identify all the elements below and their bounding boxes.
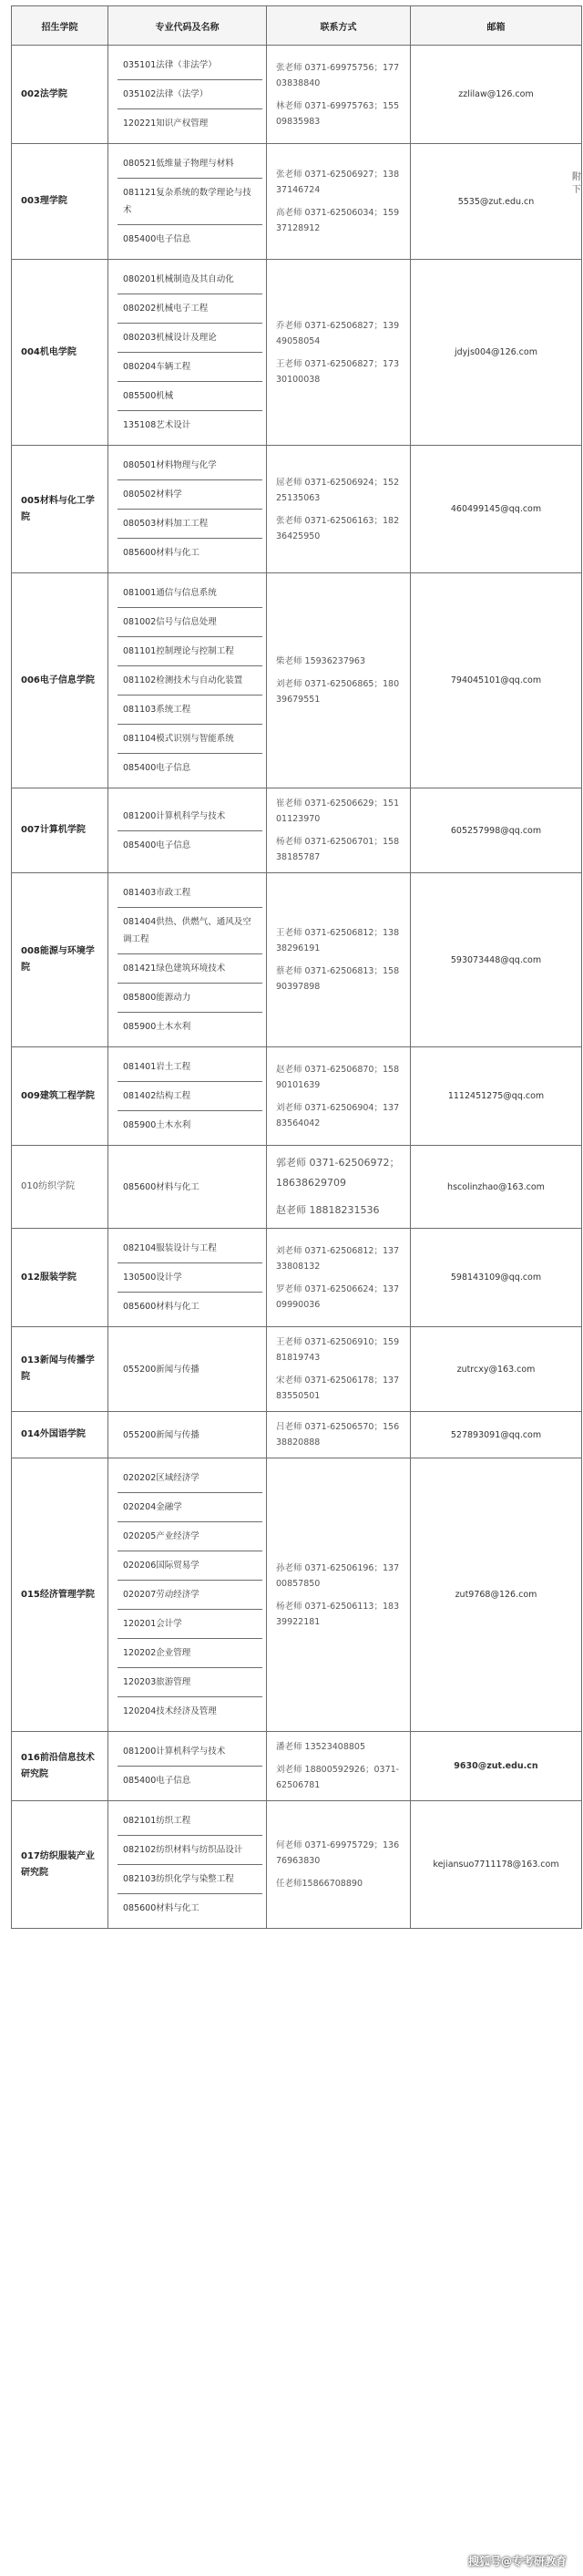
school-name: 002法学院 (12, 46, 108, 144)
major-item: 085600材料与化工 (123, 548, 199, 558)
major-item: 080501材料物理与化学 (118, 451, 262, 480)
email-address: 794045101@qq.com (411, 573, 582, 788)
major-item: 020206国际贸易学 (118, 1551, 262, 1581)
school-name: 010纺织学院 (12, 1146, 108, 1229)
school-name: 009建筑工程学院 (12, 1047, 108, 1146)
major-item: 020205产业经济学 (118, 1522, 262, 1551)
contact-entry: 乔老师 0371-62506827；13949058054 (276, 320, 400, 346)
contact-info (267, 573, 411, 788)
contact-info (267, 1458, 411, 1732)
contact-info (267, 446, 411, 573)
contact-info (267, 1412, 411, 1458)
major-item: 085400电子信息 (123, 234, 191, 244)
contact-info (267, 1327, 411, 1412)
contact-entry: 张老师 0371-62506927；13837146724 (276, 170, 400, 195)
contact-entry: 屈老师 0371-62506924；15225135063 (276, 477, 400, 503)
table-row (12, 1327, 582, 1412)
major-item: 055200新闻与传播 (123, 1429, 199, 1440)
major-item: 085900土木水利 (123, 1120, 191, 1130)
major-item: 020202区域经济学 (118, 1464, 262, 1493)
major-item: 080503材料加工工程 (118, 510, 262, 539)
major-item: 085400电子信息 (123, 840, 191, 850)
contact-entry: 柴老师 15936237963 (276, 656, 366, 666)
email-address: 5535@zut.edu.cn (411, 144, 582, 260)
contact-entry: 王老师 0371-62506812；13838296191 (276, 928, 400, 953)
contact-entry: 刘老师 18800592926；0371-62506781 (276, 1765, 400, 1790)
major-item: 080204车辆工程 (118, 353, 262, 382)
contact-info (267, 1801, 411, 1929)
major-list (108, 1458, 267, 1732)
major-item: 055200新闻与传播 (123, 1364, 199, 1375)
major-item: 120202企业管理 (118, 1639, 262, 1668)
major-list (108, 573, 267, 788)
major-list (108, 788, 267, 873)
header-email: 邮箱 (411, 6, 582, 46)
contact-entry: 何老师 0371-69975729；13676963830 (276, 1840, 400, 1866)
major-item: 085600材料与化工 (123, 1903, 199, 1913)
contact-info (267, 788, 411, 873)
table-row (12, 1458, 582, 1732)
contact-entry: 林老师 0371-69975763；15509835983 (276, 100, 400, 127)
major-item: 081200计算机科学与技术 (118, 802, 262, 831)
table-row (12, 873, 582, 1047)
major-item: 020204金融学 (118, 1493, 262, 1522)
contact-info (267, 1732, 411, 1801)
contact-entry: 罗老师 0371-62506624；13709990036 (276, 1283, 400, 1310)
major-item: 085600材料与化工 (123, 1302, 199, 1312)
major-list (108, 1412, 267, 1458)
table-row (12, 1047, 582, 1146)
table-row (12, 573, 582, 788)
contact-entry: 杨老师 0371-62506113；18339922181 (276, 1601, 400, 1627)
major-list (108, 46, 267, 144)
contact-info (267, 1229, 411, 1327)
school-name: 014外国语学院 (12, 1412, 108, 1458)
major-item: 085800能源动力 (118, 984, 262, 1013)
margin-note: 附下 (572, 172, 581, 195)
contact-entry: 潘老师 13523408805 (276, 1742, 366, 1752)
table-header-row (12, 6, 582, 46)
major-item: 080201机械制造及其自动化 (118, 265, 262, 294)
email-address: hscolinzhao@163.com (411, 1146, 582, 1229)
major-list (108, 1229, 267, 1327)
contact-info (267, 1047, 411, 1146)
contact-entry: 刘老师 0371-62506812；13733808132 (276, 1245, 400, 1272)
contact-info (267, 46, 411, 144)
school-name: 016前沿信息技术研究院 (12, 1732, 108, 1801)
email-address: zut9768@126.com (411, 1458, 582, 1732)
school-name: 005材料与化工学院 (12, 446, 108, 573)
major-item: 080521低维量子物理与材料 (118, 149, 262, 179)
major-item: 020207劳动经济学 (118, 1581, 262, 1610)
contact-entry: 郭老师 0371-62506972；18638629709 (276, 1157, 400, 1189)
table-row (12, 1229, 582, 1327)
school-name: 015经济管理学院 (12, 1458, 108, 1732)
contact-entry: 赵老师 18818231536 (276, 1204, 380, 1216)
major-item: 085400电子信息 (123, 1776, 191, 1786)
contact-entry: 刘老师 0371-62506865；18039679551 (276, 679, 400, 705)
major-item: 081101控制理论与控制工程 (118, 637, 262, 666)
email-address: kejiansuo7711178@163.com (411, 1801, 582, 1929)
major-list (108, 1047, 267, 1146)
major-list (108, 1801, 267, 1929)
major-item: 081103系统工程 (118, 696, 262, 725)
contact-info (267, 260, 411, 446)
contact-info (267, 1146, 411, 1229)
admissions-contact-table (11, 5, 581, 1929)
email-address: 460499145@qq.com (411, 446, 582, 573)
major-item: 085600材料与化工 (123, 1181, 199, 1192)
contact-info (267, 873, 411, 1047)
contact-entry: 杨老师 0371-62506701；15838185787 (276, 837, 400, 862)
major-list (108, 873, 267, 1047)
major-list (108, 446, 267, 573)
contact-entry: 赵老师 0371-62506870；15890101639 (276, 1064, 400, 1090)
contact-entry: 崔老师 0371-62506629；15101123970 (276, 799, 400, 824)
contact-entry: 高老师 0371-62506034；15937128912 (276, 208, 400, 233)
major-item: 082104服装设计与工程 (118, 1234, 262, 1263)
major-list (108, 144, 267, 260)
major-list (108, 1146, 267, 1229)
school-name: 008能源与环境学院 (12, 873, 108, 1047)
email-address: 605257998@qq.com (411, 788, 582, 873)
major-item: 120221知识产权管理 (123, 118, 209, 129)
table-row (12, 46, 582, 144)
major-list (108, 260, 267, 446)
major-item: 082101纺织工程 (118, 1807, 262, 1836)
major-item: 081001通信与信息系统 (118, 579, 262, 608)
major-item: 130500设计学 (118, 1263, 262, 1293)
major-list (108, 1732, 267, 1801)
major-item: 082102纺织材料与纺织品设计 (118, 1836, 262, 1865)
major-item: 081404供热、供燃气、通风及空调工程 (118, 908, 262, 954)
school-name: 007计算机学院 (12, 788, 108, 873)
school-name: 006电子信息学院 (12, 573, 108, 788)
major-item: 081104模式识别与智能系统 (118, 725, 262, 754)
email-address: 593073448@qq.com (411, 873, 582, 1047)
contact-entry: 吕老师 0371-62506570；15638820888 (276, 1422, 400, 1448)
major-item: 035102法律（法学） (118, 80, 262, 109)
email-address: 527893091@qq.com (411, 1412, 582, 1458)
header-major: 专业代码及名称 (108, 6, 267, 46)
table-row (12, 788, 582, 873)
major-item: 081002信号与信息处理 (118, 608, 262, 637)
table-row (12, 1732, 582, 1801)
email-address: jdyjs004@126.com (411, 260, 582, 446)
school-name: 004机电学院 (12, 260, 108, 446)
major-item: 082103纺织化学与染整工程 (118, 1865, 262, 1894)
major-item: 080502材料学 (118, 480, 262, 510)
major-item: 081102检测技术与自动化装置 (118, 666, 262, 696)
major-list (108, 1327, 267, 1412)
contact-entry: 刘老师 0371-62506904；13783564042 (276, 1102, 400, 1128)
email-address: zutrcxy@163.com (411, 1327, 582, 1412)
contact-entry: 孙老师 0371-62506196；13700857850 (276, 1562, 400, 1589)
table-row (12, 446, 582, 573)
major-item: 081121复杂系统的数学理论与技术 (118, 179, 262, 225)
contact-info (267, 144, 411, 260)
school-name: 003理学院 (12, 144, 108, 260)
watermark: 搜狐号@专考研教育 (467, 2555, 567, 2568)
major-item: 081421绿色建筑环境技术 (118, 954, 262, 984)
contact-entry: 张老师 0371-62506163；18236425950 (276, 515, 400, 541)
table-row (12, 1412, 582, 1458)
major-item: 080202机械电子工程 (118, 294, 262, 324)
school-name: 013新闻与传播学院 (12, 1327, 108, 1412)
major-item: 120204技术经济及管理 (123, 1706, 217, 1716)
contact-entry: 王老师 0371-62506827；17330100038 (276, 358, 400, 385)
table-row (12, 144, 582, 260)
school-name: 012服装学院 (12, 1229, 108, 1327)
major-item: 120203旅游管理 (118, 1668, 262, 1697)
email-address: 598143109@qq.com (411, 1229, 582, 1327)
major-item: 081401岩土工程 (118, 1053, 262, 1082)
contact-entry: 王老师 0371-62506910；15981819743 (276, 1337, 400, 1363)
table-row (12, 1801, 582, 1929)
header-contact: 联系方式 (267, 6, 411, 46)
major-item: 085500机械 (118, 382, 262, 411)
major-item: 120201会计学 (118, 1610, 262, 1639)
header-school: 招生学院 (12, 6, 108, 46)
major-item: 085400电子信息 (123, 763, 191, 773)
major-item: 081403市政工程 (118, 879, 262, 908)
contact-entry: 宋老师 0371-62506178；13783550501 (276, 1376, 400, 1401)
table-row (12, 260, 582, 446)
contact-entry: 蔡老师 0371-62506813；15890397898 (276, 966, 400, 992)
email-address: 1112451275@qq.com (411, 1047, 582, 1146)
table-row (12, 1146, 582, 1229)
major-item: 081402结构工程 (118, 1082, 262, 1111)
major-item: 081200计算机科学与技术 (118, 1737, 262, 1767)
email-address: 9630@zut.edu.cn (411, 1732, 582, 1801)
school-name: 017纺织服装产业研究院 (12, 1801, 108, 1929)
major-item: 035101法律（非法学） (118, 51, 262, 80)
contact-entry: 任老师15866708890 (276, 1879, 363, 1889)
major-item: 080203机械设计及理论 (118, 324, 262, 353)
contact-entry: 张老师 0371-69975756；17703838840 (276, 62, 400, 88)
major-item: 135108艺术设计 (123, 420, 191, 430)
email-address: zzlilaw@126.com (411, 46, 582, 144)
major-item: 085900土木水利 (123, 1022, 191, 1032)
